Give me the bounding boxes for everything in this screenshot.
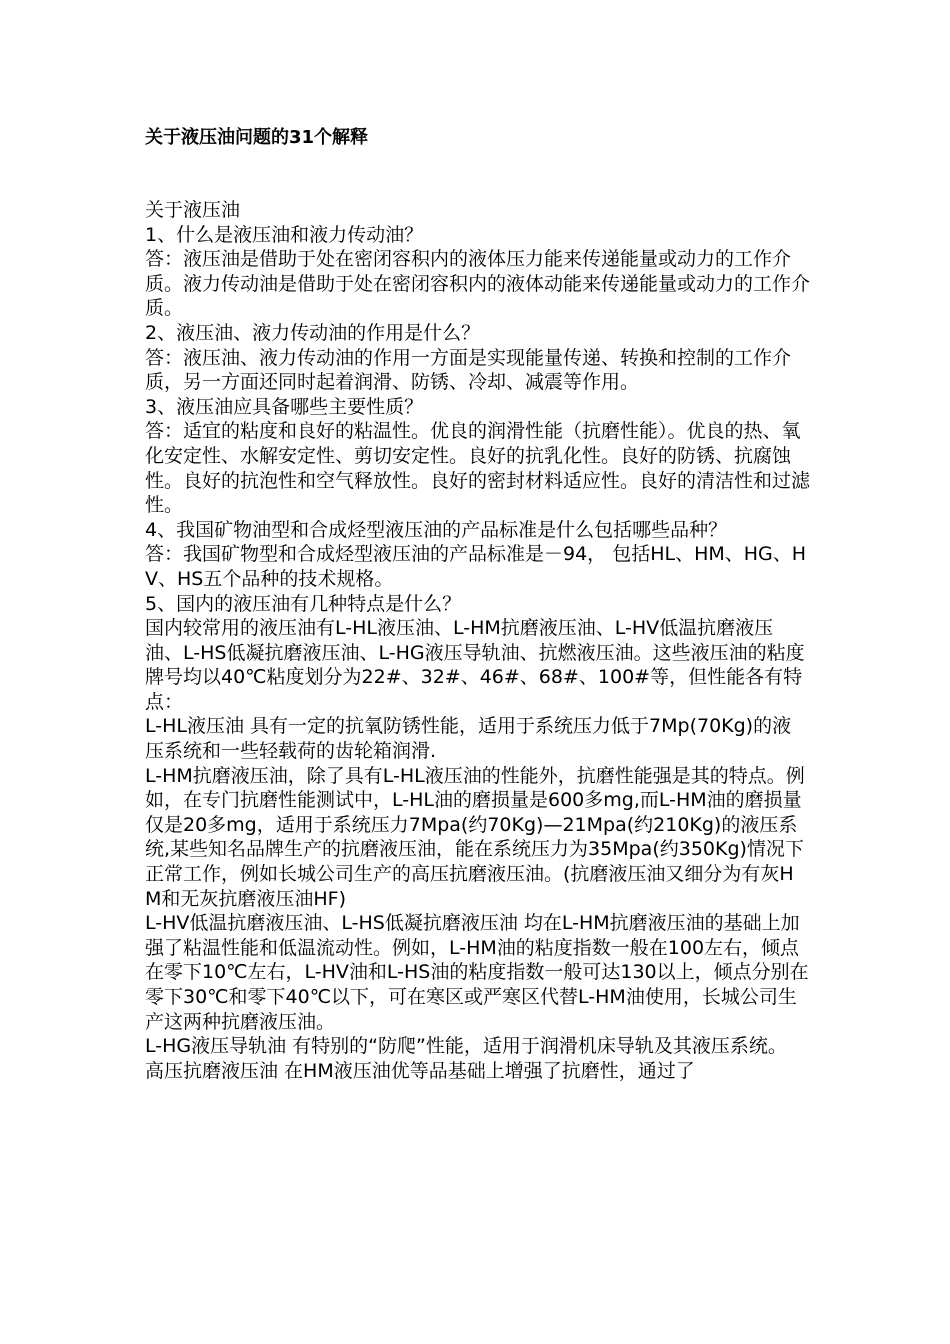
paragraph-l-hv-hs: L-HV低温抗磨液压油、L-HS低凝抗磨液压油 均在L-HM抗磨液压油的基础上加强了粘温性能和低温流动性。例如，L-HM油的粘度指数一般在100左右，倾点在零下10℃左右，L-HV油和L-HS油的粘度指数一般可达130以上，倾点分别在零下30℃和零下40℃以下，可在寒区或严寒区代替L-HM油使用，长城公司生产这两种抗磨液压油。: [145, 912, 809, 1033]
answer-1: 答：液压油是借助于处在密闭容积内的液体压力能来传递能量或动力的工作介质。液力传动油是借助于处在密闭容积内的液体动能来传递能量或动力的工作介质。: [145, 248, 811, 320]
question-2: 2、液压油、液力传动油的作用是什么？: [145, 321, 481, 344]
paragraph-l-hg: L-HG液压导轨油 有特别的“防爬”性能，适用于润滑机床导轨及其液压系统。: [145, 1035, 787, 1058]
answer-3: 答：适宜的粘度和良好的粘温性。优良的润滑性能（抗磨性能）。优良的热、氧化安定性、水解安定性、剪切安定性。良好的抗乳化性。良好的防锈、抗腐蚀性。良好的抗泡性和空气释放性。良好的密封材料适应性。良好的清洁性和过滤性。: [145, 420, 811, 517]
question-4: 4、我国矿物油型和合成烃型液压油的产品标准是什么包括哪些品种？: [145, 518, 728, 541]
section-heading: 关于液压油: [145, 199, 241, 221]
document-title: 关于液压油问题的31个解释: [145, 127, 369, 148]
answer-5-intro: 国内较常用的液压油有L-HL液压油、L-HM抗磨液压油、L-HV低温抗磨液压油、L-HS低凝抗磨液压油、L-HG液压导轨油、抗燃液压油。这些液压油的粘度牌号均以40℃粘度划分为22#、32#、46#、68#、100#等，但性能各有特点：: [145, 617, 805, 713]
paragraph-l-hm: L-HM抗磨液压油，除了具有L-HL液压油的性能外，抗磨性能强是其的特点。例如，在专门抗磨性能测试中，L-HL油的磨损量是600多mg,而L-HM油的磨损量仅是20多mg，适用于系统压力7Mpa(约70Kg)—21Mpa(约210Kg)的液压系统,某些知名品牌生产的抗磨液压油，能在系统压力为35Mpa(约350Kg)情况下正常工作，例如长城公司生产的高压抗磨液压油。(抗磨液压油又细分为有灰HM和无灰抗磨液压油HF): [145, 764, 805, 910]
question-5: 5、国内的液压油有几种特点是什么？: [145, 592, 462, 615]
question-1: 1、什么是液压油和液力传动油？: [145, 223, 424, 246]
answer-4: 答：我国矿物型和合成烃型液压油的产品标准是－94， 包括HL、HM、HG、HV、HS五个品种的技术规格。: [145, 543, 807, 590]
answer-2: 答：液压油、液力传动油的作用一方面是实现能量传递、转换和控制的工作介质，另一方面还同时起着润滑、防锈、冷却、减震等作用。: [145, 346, 792, 394]
paragraph-high-pressure: 高压抗磨液压油 在HM液压油优等品基础上增强了抗磨性，通过了: [145, 1059, 695, 1082]
question-3: 3、液压油应具备哪些主要性质？: [145, 395, 424, 418]
document-body: [145, 198, 810, 1083]
paragraph-l-hl: L-HL液压油 具有一定的抗氧防锈性能，适用于系统压力低于7Mp(70Kg)的液压系统和一些轻载荷的齿轮箱润滑.: [145, 715, 792, 763]
